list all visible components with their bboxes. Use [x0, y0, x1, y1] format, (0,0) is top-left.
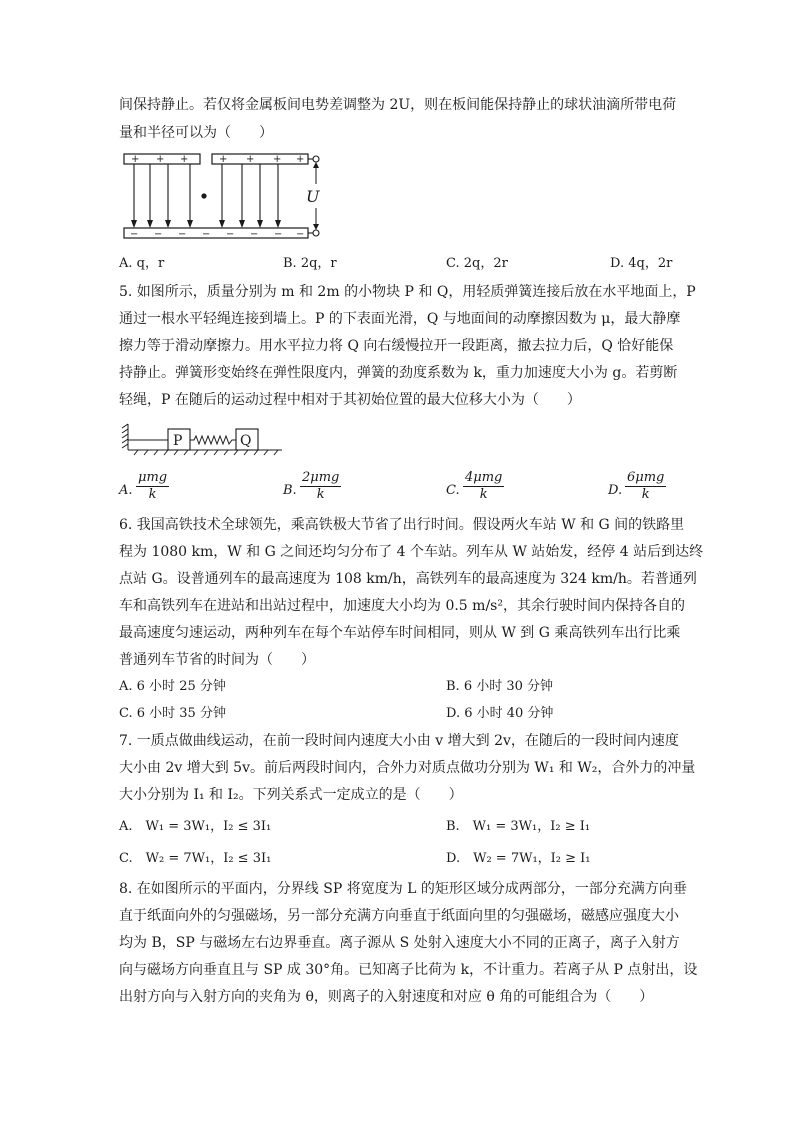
text-line: 点站 G。设普通列车的最高速度为 108 km/h，高铁列车的最高速度为 324 km/h。若普通列 — [119, 571, 697, 587]
text-line: 擦力等于滑动摩擦力。用水平拉力将 Q 向右缓慢拉开一段距离，撤去拉力后，Q 恰好能保 — [119, 338, 674, 354]
minus-sign: − — [178, 229, 187, 240]
text-line: 程为 1080 km，W 和 G 之间还均匀分布了 4 个车站。列车从 W 站始发，经停 4 站后到达终 — [119, 544, 704, 560]
option-a: A. W₁ = 3W₁，I₂ ≤ 3I₁ — [119, 819, 272, 834]
capacitor-figure — [118, 150, 328, 242]
option-c-letter: C. — [446, 483, 460, 498]
text-line: 大小分别为 I₁ 和 I₂。下列关系式一定成立的是（ ） — [119, 787, 463, 803]
block-q-label: Q — [240, 433, 252, 449]
spring — [190, 436, 236, 444]
text-line: 轻绳，P 在随后的运动过程中相对于其初始位置的最大位移大小为（ ） — [119, 392, 581, 408]
text-line: 持静止。弹簧形变始终在弹性限度内，弹簧的劲度系数为 k，重力加速度大小为 g。若剪断 — [119, 365, 678, 381]
field-lines — [134, 164, 278, 222]
numerator: 4μmg — [465, 470, 503, 485]
option-a-letter: A. — [119, 483, 133, 498]
option-c: C. 6 小时 35 分钟 — [119, 706, 226, 721]
plus-sign: + — [273, 154, 282, 165]
plus-sign: + — [296, 154, 305, 165]
text-line: 7. 一质点做曲线运动，在前一段时间内速度大小由 v 增大到 2v，在随后的一段时间内速度 — [119, 733, 679, 749]
option-b-letter: B. — [283, 483, 297, 498]
plus-sign: + — [180, 154, 189, 165]
text-line: 量和半径可以为（ ） — [119, 125, 273, 141]
text-line: 车和高铁列车在进站和出站过程中，加速度大小均为 0.5 m/s²，其余行驶时间内保持各自的 — [119, 598, 685, 614]
denominator: k — [641, 487, 650, 502]
option-a-fraction — [136, 470, 169, 503]
text-line: 均为 B，SP 与磁场左右边界垂直。离子源从 S 处射入速度大小不同的正离子，离子入射方 — [119, 935, 680, 951]
option-a: A. q，r — [119, 256, 165, 271]
option-a: A. 6 小时 25 分钟 — [119, 679, 226, 694]
option-d: D. 4q，2r — [610, 256, 673, 271]
minus-sign: − — [226, 229, 235, 240]
option-c: C. 2q，2r — [446, 256, 508, 271]
text-line: 间保持静止。若仅将金属板间电势差调整为 2U，则在板间能保持静止的球状油滴所带电荷 — [119, 97, 677, 113]
option-d: D. 6 小时 40 分钟 — [446, 706, 554, 721]
denominator: k — [479, 487, 488, 502]
oil-drop — [201, 193, 206, 198]
option-d: D. W₂ = 7W₁，I₂ ≥ I₁ — [446, 851, 591, 866]
option-b-fraction — [300, 470, 341, 503]
text-line: 通过一根水平轻绳连接到墙上。P 的下表面光滑，Q 与地面间的动摩擦因数为 μ，最大静摩 — [119, 311, 681, 327]
text-line: 8. 在如图所示的平面内，分界线 SP 将宽度为 L 的矩形区域分成两部分，一部分充满方向垂 — [119, 881, 687, 897]
option-b: B. W₁ = 3W₁，I₂ ≥ I₁ — [446, 819, 591, 834]
voltage-label: U — [306, 187, 320, 206]
numerator: 2μmg — [302, 470, 340, 485]
plus-sign: + — [131, 154, 140, 165]
denominator: k — [316, 487, 325, 502]
text-line: 5. 如图所示，质量分别为 m 和 2m 的小物块 P 和 Q，用轻质弹簧连接后放在水平地面上，P — [119, 284, 696, 300]
minus-sign: − — [250, 229, 259, 240]
text-line: 普通列车节省的时间为（ ） — [119, 652, 315, 668]
terminal-top — [313, 156, 319, 162]
option-d-fraction — [625, 470, 666, 503]
text-line: 直于纸面向外的匀强磁场，另一部分充满方向垂直于纸面向里的匀强磁场，磁感应强度大小 — [119, 908, 679, 924]
spring-block-figure — [120, 420, 285, 456]
minus-sign: − — [130, 229, 139, 240]
option-c: C. W₂ = 7W₁，I₂ ≤ 3I₁ — [119, 851, 272, 866]
numerator: μmg — [138, 470, 168, 485]
text-line: 出射方向与入射方向的夹角为 θ，则离子的入射速度和对应 θ 角的可能组合为（ ） — [119, 989, 654, 1005]
minus-sign: − — [296, 229, 305, 240]
plus-sign: + — [156, 154, 165, 165]
minus-sign: − — [274, 229, 283, 240]
denominator: k — [148, 487, 157, 502]
terminal-bottom — [313, 230, 319, 236]
option-b: B. 6 小时 30 分钟 — [446, 679, 554, 694]
text-line: 向与磁场方向垂直且与 SP 成 30°角。已知离子比荷为 k，不计重力。若离子从 P 点射出，设 — [119, 962, 698, 978]
text-line: 大小由 2v 增大到 5v。前后两段时间内，合外力对质点做功分别为 W₁ 和 W₂，合外力的冲量 — [119, 760, 696, 776]
option-c-fraction — [463, 470, 504, 503]
plus-sign: + — [219, 154, 228, 165]
plus-sign: + — [246, 154, 255, 165]
text-line: 6. 我国高铁技术全球领先，乘高铁极大节省了出行时间。假设两火车站 W 和 G 间的铁路里 — [119, 517, 685, 533]
minus-sign: − — [202, 229, 211, 240]
minus-sign: − — [154, 229, 163, 240]
option-b: B. 2q，r — [283, 256, 337, 271]
numerator: 6μmg — [627, 470, 665, 485]
field-arrowheads — [131, 220, 281, 228]
option-d-letter: D. — [608, 483, 623, 498]
block-p-label: P — [173, 433, 183, 449]
text-line: 最高速度匀速运动，两种列车在每个车站停车时间相同，则从 W 到 G 乘高铁列车出行比乘 — [119, 625, 681, 641]
